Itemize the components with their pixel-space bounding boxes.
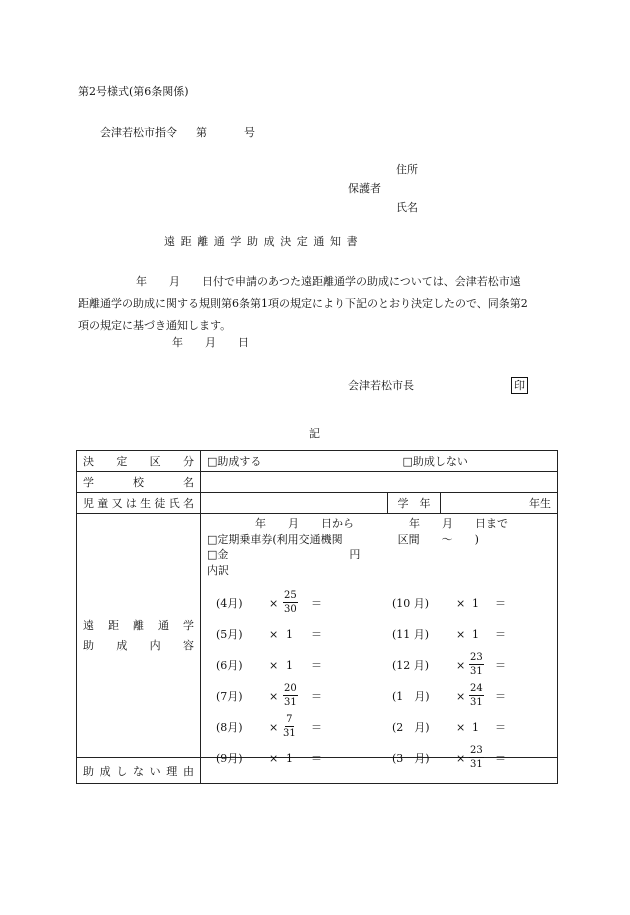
money-line[interactable]: □金 円 — [207, 548, 361, 561]
equals-sign-right: ＝ — [495, 690, 506, 703]
student-label: 児 童 又 は 生 徒 氏 名 — [83, 497, 194, 510]
times-sign-right: × — [456, 690, 466, 703]
document-number-prefix: 会津若松市指令 — [100, 126, 177, 139]
option-no-grant[interactable]: □助成しない — [402, 455, 468, 468]
row-school — [77, 472, 558, 493]
multiplier-value-right: 1 — [472, 597, 479, 610]
form-number: 第2号様式(第6条関係) — [78, 85, 189, 98]
row-decision — [77, 451, 558, 472]
times-sign-right: × — [456, 752, 466, 765]
equals-sign-left: ＝ — [311, 752, 322, 765]
decision-label: 決 定 区 分 — [83, 455, 194, 468]
document-title: 遠距離通学助成決定通知書 — [164, 235, 364, 248]
name-label: 氏名 — [396, 201, 418, 214]
month-label-left: (5月) — [216, 628, 243, 641]
equals-sign-left: ＝ — [311, 597, 322, 610]
month-label-left: (9月) — [216, 752, 243, 765]
fraction-right — [469, 746, 484, 770]
equals-sign-right: ＝ — [495, 628, 506, 641]
times-sign-left: × — [269, 752, 279, 765]
month-label-left: (4月) — [216, 597, 243, 610]
month-label-right: (1 月) — [392, 690, 430, 703]
equals-sign-right: ＝ — [495, 659, 506, 672]
decision-table — [76, 450, 558, 784]
body-line-3: 項の規定に基づき通知します。 — [78, 319, 232, 332]
equals-sign-left: ＝ — [311, 659, 322, 672]
fraction-left — [283, 684, 298, 708]
address-label: 住所 — [396, 163, 418, 176]
fraction-numerator: 24 — [470, 683, 483, 694]
fraction-right — [469, 653, 484, 677]
fraction-denominator: 31 — [470, 666, 483, 677]
fraction-denominator: 31 — [283, 728, 296, 739]
equals-sign-right: ＝ — [495, 752, 506, 765]
fraction-denominator: 31 — [470, 697, 483, 708]
breakdown-label: 内訳 — [207, 564, 229, 577]
fraction-numerator: 25 — [284, 590, 297, 601]
times-sign-right: × — [456, 721, 466, 734]
fraction-numerator: 23 — [470, 652, 483, 663]
detail-label-line-2: 助 成 内 容 — [83, 638, 194, 652]
detail-content — [201, 514, 557, 770]
times-sign-right: × — [456, 659, 466, 672]
fraction-left — [283, 591, 298, 615]
equals-sign-right: ＝ — [495, 721, 506, 734]
detail-label-line-1: 遠 距 離 通 学 — [83, 618, 194, 632]
times-sign-left: × — [269, 628, 279, 641]
month-label-right: (11 月) — [392, 628, 430, 641]
seal-mark: 印 — [511, 377, 528, 394]
document-number-dai: 第 — [196, 126, 207, 139]
decision-label-cell — [77, 451, 201, 472]
reason-label-cell — [77, 758, 201, 784]
row-detail — [77, 514, 558, 758]
multiplier-value-right: 1 — [472, 628, 479, 641]
school-label-cell — [77, 472, 201, 493]
equals-sign-right: ＝ — [495, 597, 506, 610]
times-sign-left: × — [269, 597, 279, 610]
reason-label: 助 成 し な い 理 由 — [83, 764, 194, 778]
times-sign-right: × — [456, 597, 466, 610]
detail-content-cell — [201, 514, 558, 770]
fraction-left — [283, 715, 296, 739]
fraction-right — [469, 684, 484, 708]
month-label-right: (10 月) — [392, 597, 430, 610]
multiplier-value-left: 1 — [286, 659, 293, 672]
student-label-cell — [77, 493, 201, 514]
ki-heading: 記 — [309, 427, 320, 440]
grade-value[interactable]: 年生 — [441, 493, 558, 514]
school-value-cell[interactable] — [201, 472, 558, 493]
commuter-pass-line[interactable]: □定期乗車券(利用交通機関 区間 〜 ) — [207, 533, 479, 546]
fraction-denominator: 31 — [284, 697, 297, 708]
period-from: 年 月 日から — [255, 517, 354, 530]
issuer: 会津若松市長 — [348, 379, 414, 392]
times-sign-left: × — [269, 690, 279, 703]
grade-label: 学 年 — [388, 493, 441, 514]
times-sign-right: × — [456, 628, 466, 641]
school-label: 学 校 名 — [83, 476, 194, 489]
times-sign-left: × — [269, 659, 279, 672]
decision-options-cell — [201, 451, 558, 472]
student-value-cell[interactable] — [201, 493, 388, 514]
period-to: 年 月 日まで — [409, 517, 508, 530]
option-grant[interactable]: □助成する — [207, 455, 262, 468]
multiplier-value-left: 1 — [286, 628, 293, 641]
times-sign-left: × — [269, 721, 279, 734]
body-line-2: 距離通学の助成に関する規則第6条第1項の規定により下記のとおり決定したので、同条第2 — [78, 297, 528, 310]
month-label-left: (7月) — [216, 690, 243, 703]
guardian-label: 保護者 — [348, 182, 381, 195]
document-number-go: 号 — [244, 126, 255, 139]
row-student — [77, 493, 558, 514]
month-label-right: (12 月) — [392, 659, 430, 672]
fraction-numerator: 20 — [284, 683, 297, 694]
month-label-left: (6月) — [216, 659, 243, 672]
detail-label-cell — [77, 514, 201, 758]
month-label-right: (2 月) — [392, 721, 430, 734]
fraction-denominator: 30 — [284, 604, 297, 615]
body-text — [78, 271, 556, 337]
equals-sign-left: ＝ — [311, 628, 322, 641]
fraction-numerator: 7 — [286, 714, 293, 725]
multiplier-value-right: 1 — [472, 721, 479, 734]
date-line: 年 月 日 — [172, 336, 249, 349]
equals-sign-left: ＝ — [311, 721, 322, 734]
multiplier-value-left: 1 — [286, 752, 293, 765]
month-label-right: (3 月) — [392, 752, 430, 765]
fraction-numerator: 23 — [470, 745, 483, 756]
fraction-denominator: 31 — [470, 759, 483, 770]
equals-sign-left: ＝ — [311, 690, 322, 703]
month-label-left: (8月) — [216, 721, 243, 734]
body-line-1: 年 月 日付で申請のあつた遠距離通学の助成については、会津若松市遠 — [136, 275, 521, 288]
